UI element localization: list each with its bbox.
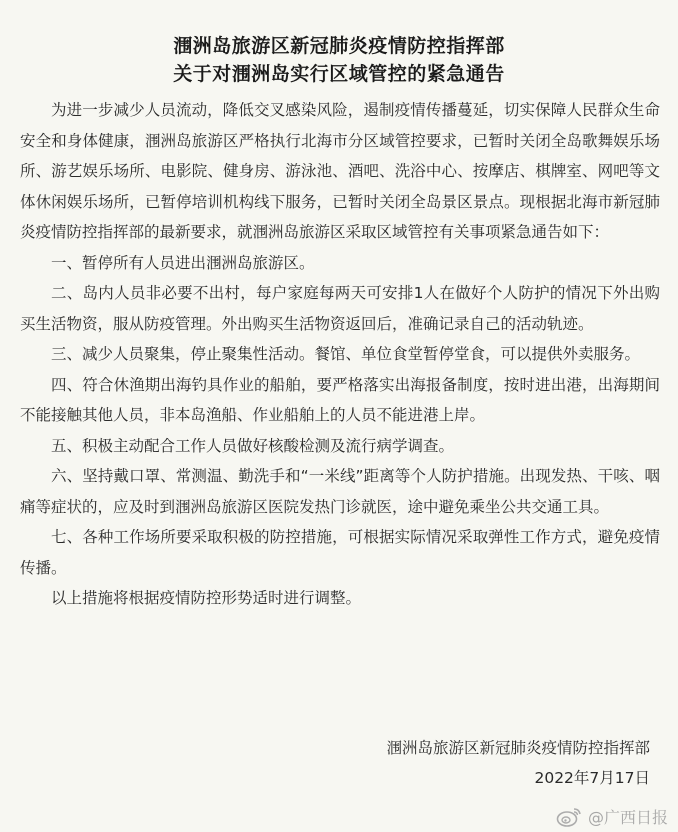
signature-date: 2022年7月17日 bbox=[534, 769, 650, 787]
item-5: 五、积极主动配合工作人员做好核酸检测及流行病学调查。 bbox=[51, 436, 455, 455]
signature-block bbox=[386, 733, 650, 793]
item-2: 二、岛内人员非必要不出村，每户家庭每两天可安排1人在做好个人防护的情况下外出购买生活物资，服从防疫管理。外出购买生活物资返回后，准确记录自己的活动轨迹。 bbox=[20, 284, 660, 333]
item-7: 七、各种工作场所要采取积极的防控措施，可根据实际情况采取弹性工作方式，避免疫情传播。 bbox=[20, 528, 660, 577]
notice-body bbox=[20, 95, 660, 614]
source-watermark bbox=[556, 805, 668, 828]
item-6: 六、坚持戴口罩、常测温、勤洗手和“一米线”距离等个人防护措施。出现发热、干咳、咽痛等症状的，应及时到涠洲岛旅游区医院发热门诊就医，途中避免乘坐公共交通工具。 bbox=[20, 467, 660, 516]
watermark-text: @广西日报 bbox=[587, 808, 668, 827]
weibo-icon bbox=[556, 806, 582, 828]
title-line-1: 涠洲岛旅游区新冠肺炎疫情防控指挥部 bbox=[173, 35, 505, 57]
notice-title bbox=[0, 32, 678, 88]
title-line-2: 关于对涠洲岛实行区域管控的紧急通告 bbox=[173, 63, 505, 85]
item-4: 四、符合休渔期出海钓具作业的船舶，要严格落实出海报备制度，按时进出港，出海期间不能接触其他人员，非本岛渔船、作业船舶上的人员不能进港上岸。 bbox=[20, 375, 660, 424]
intro-paragraph: 为进一步减少人员流动，降低交叉感染风险，遏制疫情传播蔓延，切实保障人民群众生命安全和身体健康，涠洲岛旅游区严格执行北海市分区域管控要求，已暂时关闭全岛歌舞娱乐场所、游艺娱乐场所、电影院、健身房、游泳池、酒吧、洗浴中心、按摩店、棋牌室、网吧等文体休闲娱乐场所，已暂停培训机构线下服务，已暂时关闭全岛景区景点。现根据北海市新冠肺炎疫情防控指挥部的最新要求，就涠洲岛旅游区采取区域管控有关事项紧急通告如下： bbox=[20, 101, 660, 241]
signature-organization: 涠洲岛旅游区新冠肺炎疫情防控指挥部 bbox=[386, 739, 650, 757]
closing-paragraph: 以上措施将根据疫情防控形势适时进行调整。 bbox=[51, 589, 362, 607]
item-3: 三、减少人员聚集，停止聚集性活动。餐馆、单位食堂暂停堂食，可以提供外卖服务。 bbox=[51, 345, 641, 363]
item-1: 一、暂停所有人员进出涠洲岛旅游区。 bbox=[51, 253, 315, 272]
